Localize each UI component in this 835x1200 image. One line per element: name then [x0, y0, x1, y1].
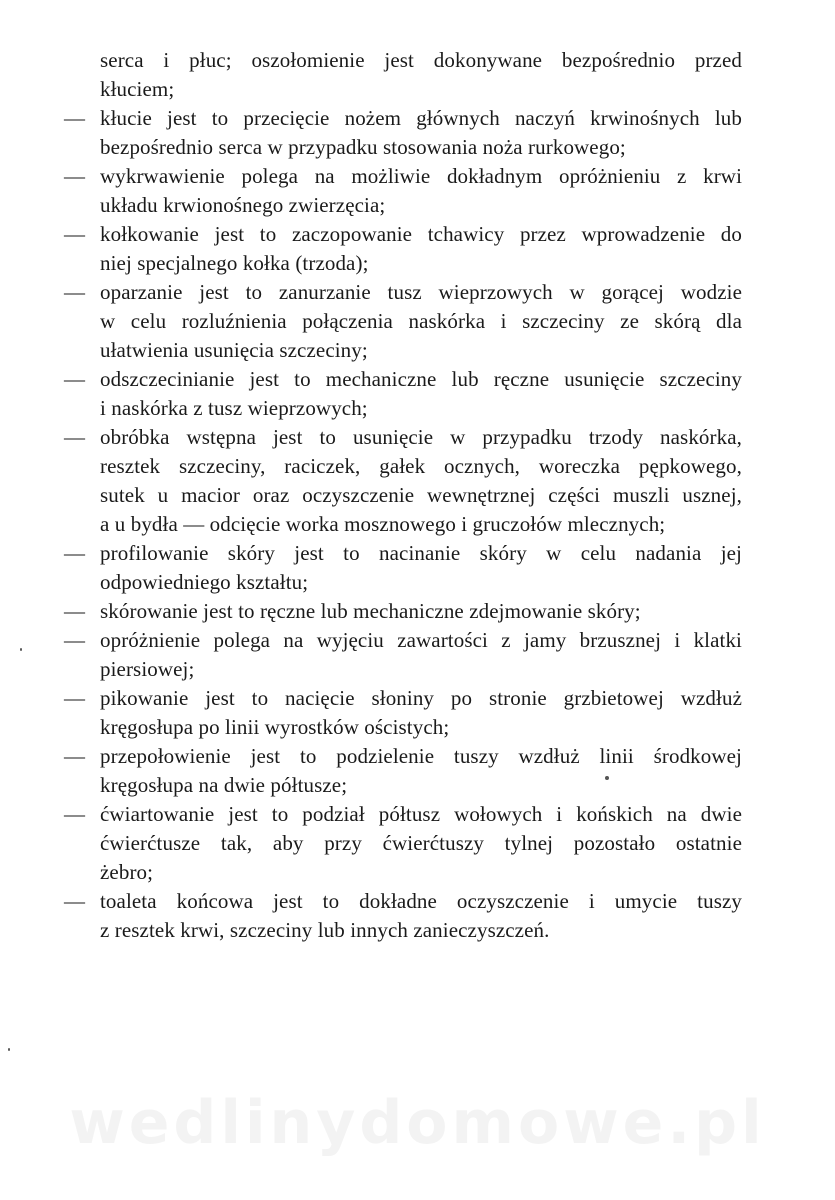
text-line: serca i płuc; oszołomienie jest dokonywane bezpośrednio przed: [100, 48, 742, 72]
text-line: a u bydła — odcięcie worka mosznowego i gruczołów mlecznych;: [100, 512, 666, 536]
entry-body: [100, 626, 742, 684]
list-dash: —: [64, 367, 85, 391]
entry-body: [100, 423, 742, 539]
entries-container: [64, 104, 742, 945]
text-line: skórowanie jest to ręczne lub mechaniczne zdejmowanie skóry;: [100, 599, 641, 623]
text-line: ułatwienia usunięcia szczeciny;: [100, 338, 368, 362]
entry-body: [100, 887, 742, 945]
list-item: [64, 800, 742, 887]
entry-body: [100, 220, 742, 278]
entry-body: [100, 742, 742, 800]
text-line: bezpośrednio serca w przypadku stosowania noża rurkowego;: [100, 135, 626, 159]
text-line: odszczecinianie jest to mechaniczne lub ręczne usunięcie szczeciny: [100, 367, 742, 391]
text-line: sutek u macior oraz oczyszczenie wewnętrznej części muszli usznej,: [100, 483, 742, 507]
entry-body: [100, 162, 742, 220]
text-line: oparzanie jest to zanurzanie tusz wieprzowych w gorącej wodzie: [100, 280, 742, 304]
list-dash: —: [64, 541, 85, 565]
list-item: [64, 626, 742, 684]
entry-body: [100, 278, 742, 365]
text-line: przepołowienie jest to podzielenie tuszy wzdłuż linii środkowej: [100, 744, 742, 768]
entry-body: [100, 684, 742, 742]
list-dash: —: [64, 280, 85, 304]
entry-body: [100, 800, 742, 887]
list-item: [64, 220, 742, 278]
list-item: [64, 162, 742, 220]
entry-body: [100, 539, 742, 597]
text-line: w celu rozluźnienia połączenia naskórka i szczeciny ze skórą dla: [100, 309, 742, 333]
text-line: opróżnienie polega na wyjęciu zawartości z jamy brzusznej i klatki: [100, 628, 742, 652]
text-line: ćwierćtusze tak, aby przy ćwierćtuszy tylnej pozostało ostatnie: [100, 831, 742, 855]
text-line: z resztek krwi, szczeciny lub innych zanieczyszczeń.: [100, 918, 550, 942]
list-dash: —: [64, 599, 85, 623]
list-item: [64, 684, 742, 742]
list-dash: —: [64, 802, 85, 826]
text-line: niej specjalnego kołka (trzoda);: [100, 251, 369, 275]
text-line: wykrwawienie polega na możliwie dokładnym opróżnieniu z krwi: [100, 164, 742, 188]
continuation-paragraph: [64, 46, 742, 104]
scan-speck: [8, 1048, 10, 1051]
list-item: [64, 104, 742, 162]
list-item: [64, 742, 742, 800]
list-dash: —: [64, 222, 85, 246]
list-item: [64, 278, 742, 365]
text-line: resztek szczeciny, raciczek, gałek ocznych, woreczka pępkowego,: [100, 454, 742, 478]
scan-speck: [20, 648, 22, 651]
list-dash: —: [64, 425, 85, 449]
list-item: [64, 365, 742, 423]
list-dash: —: [64, 628, 85, 652]
watermark: wedlinydomowe.pl: [69, 1088, 766, 1158]
entry-body: [100, 597, 742, 626]
text-line: kręgosłupa na dwie półtusze;: [100, 773, 348, 797]
text-line: ćwiartowanie jest to podział półtusz wołowych i końskich na dwie: [100, 802, 742, 826]
text-line: kręgosłupa po linii wyrostków ościstych;: [100, 715, 450, 739]
list-item: [64, 597, 742, 626]
list-dash: —: [64, 106, 85, 130]
text-line: układu krwionośnego zwierzęcia;: [100, 193, 386, 217]
list-dash: —: [64, 889, 85, 913]
list-item: [64, 423, 742, 539]
entry-body: [100, 104, 742, 162]
text-line: profilowanie skóry jest to nacinanie skóry w celu nadania jej: [100, 541, 742, 565]
text-line: kłuciem;: [100, 77, 175, 101]
entry-body: [100, 46, 742, 104]
list-dash: —: [64, 164, 85, 188]
text-line: kołkowanie jest to zaczopowanie tchawicy przez wprowadzenie do: [100, 222, 742, 246]
definitions-list: [64, 46, 742, 945]
list-dash: —: [64, 744, 85, 768]
text-line: piersiowej;: [100, 657, 195, 681]
text-line: obróbka wstępna jest to usunięcie w przypadku trzody naskórka,: [100, 425, 742, 449]
list-dash: —: [64, 686, 85, 710]
list-item: [64, 887, 742, 945]
text-line: żebro;: [100, 860, 154, 884]
scan-speck: [605, 776, 609, 780]
list-item: [64, 539, 742, 597]
entry-body: [100, 365, 742, 423]
text-line: odpowiedniego kształtu;: [100, 570, 309, 594]
text-line: kłucie jest to przecięcie nożem głównych naczyń krwinośnych lub: [100, 106, 742, 130]
text-line: toaleta końcowa jest to dokładne oczyszczenie i umycie tuszy: [100, 889, 742, 913]
text-line: pikowanie jest to nacięcie słoniny po stronie grzbietowej wzdłuż: [100, 686, 742, 710]
text-line: i naskórka z tusz wieprzowych;: [100, 396, 368, 420]
